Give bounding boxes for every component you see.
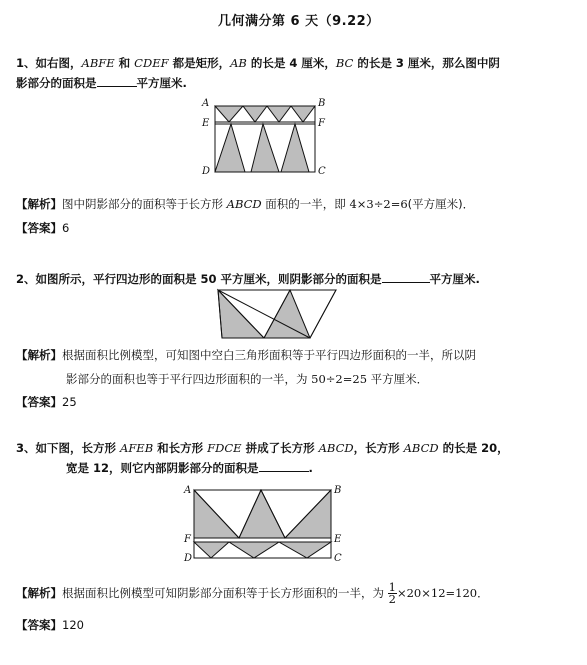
label-d: D [202, 166, 211, 177]
fraction-half: $\frac{1}{2}$ [388, 580, 396, 606]
label-c: C [334, 553, 342, 564]
answer-3: 【答案】120 [16, 618, 84, 632]
analysis-3: 【解析】根据面积比例模型可知阴影部分面积等于长方形面积的一半，为 $\frac{1}{2}$ ×20×12=120． [16, 580, 489, 606]
page-title: 几何满分第 6 天（9.22） [218, 14, 380, 29]
answer-1: 【答案】6 [16, 221, 70, 235]
analysis-2-line-1: 【解析】根据面积比例模型，可知图中空白三角形面积等于平行四边形面积的一半，所以阴 [16, 348, 476, 362]
figure-3 [189, 484, 342, 564]
label-a: A [202, 98, 210, 109]
analysis-2-line-2: 影部分的面积也等于平行四边形面积的一半，为 50÷2=25 平方厘米． [66, 372, 429, 386]
question-2-line-1: 2、如图所示，平行四边形的面积是 50 平方厘米，则阴影部分的面积是 平方厘米. [16, 272, 480, 286]
question-1-line-2: 影部分的面积是 平方厘米. [16, 76, 187, 90]
label-b: B [334, 485, 342, 496]
label-b: B [318, 98, 326, 109]
label-e: E [334, 534, 342, 545]
label-f: F [318, 118, 325, 129]
question-3-line-1: 3、如下图，长方形 AFEB 和长方形 FDCE 拼成了长方形 ABCD，长方形 ABCD 的长是 20， [16, 441, 509, 455]
figure-1 [205, 100, 325, 180]
label-d: D [184, 553, 193, 564]
answer-blank-3 [259, 461, 309, 472]
figure-2 [212, 286, 357, 342]
question-1-line-1: 1、如右图，ABFE 和 CDEF 都是矩形，AB 的长是 4 厘米，BC 的长是 3 厘米，那么图中阴 [16, 56, 500, 70]
analysis-1: 【解析】图中阴影部分的面积等于长方形 ABCD 面积的一半，即 4×3÷2=6(平方厘米)． [16, 197, 475, 211]
label-e: E [202, 118, 210, 129]
label-a: A [184, 485, 192, 496]
label-f: F [184, 534, 191, 545]
answer-blank-2 [382, 272, 430, 283]
question-3-line-2: 宽是 12，则它内部阴影部分的面积是 . [66, 461, 313, 475]
answer-2: 【答案】25 [16, 395, 77, 409]
answer-blank-1 [97, 76, 137, 87]
label-c: C [318, 166, 326, 177]
